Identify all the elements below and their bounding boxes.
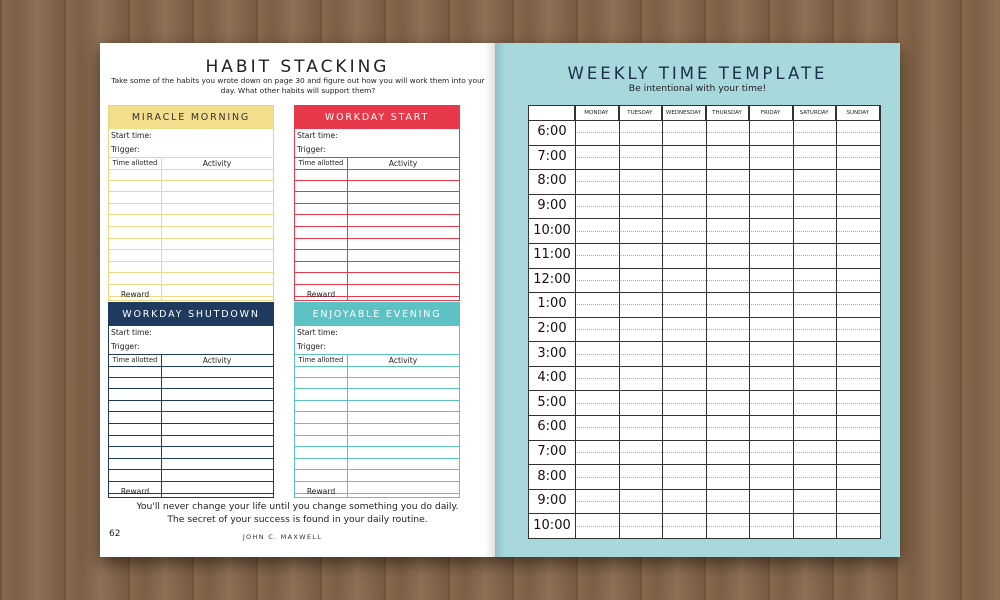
workday-start-start-time[interactable]: Start time: (297, 131, 338, 140)
time-allotted-header: Time allotted (112, 159, 158, 167)
hour-label: 6:00 (537, 124, 567, 140)
time-allotted-header: Time allotted (298, 356, 344, 364)
workday-shutdown-reward[interactable]: Reward (120, 487, 150, 496)
grid-row-line (295, 388, 459, 389)
hour-row-line (529, 243, 880, 244)
day-header: SATURDAY (793, 106, 837, 120)
hour-label: 10:00 (533, 517, 571, 533)
half-hour-line (575, 280, 880, 281)
hour-label: 11:00 (533, 247, 571, 263)
half-hour-line (575, 231, 880, 232)
half-hour-line (575, 304, 880, 305)
half-hour-line (575, 181, 880, 182)
hour-row-line (529, 169, 880, 170)
grid-row-line (295, 423, 459, 424)
miracle-morning-reward[interactable]: Reward (120, 290, 150, 299)
workday-shutdown-header: WORKDAY SHUTDOWN (109, 303, 273, 326)
half-hour-line (575, 403, 880, 404)
hour-label: 2:00 (537, 321, 567, 336)
hour-row-line (529, 366, 880, 367)
grid-row-line (295, 411, 459, 412)
intro-text: Take some of the habits you wrote down on page 30 and figure out how you will work them into your day. What other habits will support them? (111, 76, 485, 95)
half-hour-line (575, 452, 880, 453)
hour-row-line (529, 341, 880, 342)
day-header: FRIDAY (749, 106, 793, 120)
grid-row-line (109, 261, 273, 262)
hour-label: 9:00 (537, 198, 567, 214)
hour-label: 10:00 (533, 222, 571, 238)
hour-row-line (529, 440, 880, 441)
grid-row-line (109, 284, 273, 285)
miracle-morning-rows[interactable] (109, 168, 273, 300)
grid-row-line (295, 249, 459, 250)
hour-label: 1:00 (537, 296, 567, 312)
hour-row-line (529, 292, 880, 293)
grid-row-line (109, 411, 273, 412)
grid-row-line (109, 377, 273, 378)
day-column-line (662, 106, 663, 538)
workday-shutdown-box (108, 302, 274, 498)
day-column-line (619, 106, 620, 538)
hour-label: 7:00 (537, 148, 567, 164)
grid-row-line (295, 435, 459, 436)
grid-column-divider (347, 157, 348, 300)
grid-row-line (109, 191, 273, 192)
hour-label: 8:00 (537, 468, 567, 484)
hour-row-line (529, 145, 880, 146)
day-column-line (836, 106, 837, 538)
miracle-morning-header: MIRACLE MORNING (109, 106, 273, 129)
grid-row-line (109, 272, 273, 273)
header-divider (529, 120, 880, 121)
page-title: HABIT STACKING (205, 57, 390, 77)
workday-start-reward[interactable]: Reward (306, 290, 336, 299)
grid-row-line (109, 238, 273, 239)
quote-line-2: The secret of your success is found in your daily routine. (167, 514, 428, 525)
miracle-morning-activity-grid (109, 157, 273, 300)
hour-row-line (529, 489, 880, 490)
weekly-template-title: WEEKLY TIME TEMPLATE (567, 64, 828, 83)
workday-start-rows[interactable] (295, 168, 459, 300)
grid-row-line (109, 435, 273, 436)
day-header: SUNDAY (836, 106, 880, 120)
time-allotted-header: Time allotted (298, 159, 344, 167)
quote-line-1: You'll never change your life until you change something you do daily. (136, 501, 459, 512)
book-spine (485, 43, 505, 557)
miracle-morning-start-time[interactable]: Start time: (111, 131, 152, 140)
grid-row-line (109, 388, 273, 389)
grid-row-line (109, 180, 273, 181)
hour-label: 3:00 (537, 345, 567, 361)
half-hour-line (575, 354, 880, 355)
grid-row-line (295, 180, 459, 181)
corner-cell (529, 106, 575, 120)
grid-row-line (109, 226, 273, 227)
half-hour-line (575, 526, 880, 527)
hour-row-line (529, 464, 880, 465)
weekly-schedule-grid (528, 105, 881, 539)
day-column-line (749, 106, 750, 538)
half-hour-line (575, 501, 880, 502)
day-header: MONDAY (575, 106, 619, 120)
miracle-morning-box (108, 105, 274, 301)
hour-label: 5:00 (537, 394, 567, 410)
planner-book (100, 43, 900, 557)
weekly-template-subtitle: Be intentional with your time! (628, 83, 767, 94)
grid-row-line (295, 284, 459, 285)
quote-author: JOHN C. MAXWELL (242, 533, 323, 541)
half-hour-line (575, 477, 880, 478)
grid-row-line (109, 249, 273, 250)
grid-column-divider (161, 354, 162, 497)
enjoyable-evening-header: ENJOYABLE EVENING (295, 303, 459, 326)
grid-row-line (109, 423, 273, 424)
grid-row-line (295, 238, 459, 239)
workday-start-header: WORKDAY START (295, 106, 459, 129)
day-column-line (706, 106, 707, 538)
enjoyable-evening-trigger[interactable]: Trigger: (297, 342, 326, 351)
hour-row-line (529, 218, 880, 219)
day-header: THURSDAY (706, 106, 750, 120)
grid-row-line (295, 377, 459, 378)
hour-label: 9:00 (537, 493, 567, 509)
grid-row-line (295, 261, 459, 262)
activity-header: Activity (388, 356, 418, 365)
activity-header: Activity (202, 159, 232, 168)
half-hour-line (575, 157, 880, 158)
hour-label: 7:00 (537, 443, 567, 459)
enjoyable-evening-activity-grid (295, 354, 459, 497)
workday-shutdown-rows[interactable] (109, 365, 273, 497)
grid-row-line (109, 469, 273, 470)
hour-label: 6:00 (537, 419, 567, 435)
activity-header: Activity (388, 159, 418, 168)
page-number: 62 (109, 529, 121, 539)
grid-row-line (109, 446, 273, 447)
half-hour-line (575, 329, 880, 330)
grid-row-line (295, 458, 459, 459)
half-hour-line (575, 255, 880, 256)
enjoyable-evening-box (294, 302, 460, 498)
hour-row-line (529, 513, 880, 514)
hour-row-line (529, 317, 880, 318)
workday-shutdown-activity-grid (109, 354, 273, 497)
workday-start-activity-grid (295, 157, 459, 300)
miracle-morning-trigger[interactable]: Trigger: (111, 145, 140, 154)
hour-row-line (529, 268, 880, 269)
hour-label: 8:00 (537, 173, 567, 189)
habit-stacking-page (100, 43, 495, 557)
hour-label: 12:00 (533, 271, 571, 287)
time-allotted-header: Time allotted (112, 356, 158, 364)
workday-start-trigger[interactable]: Trigger: (297, 145, 326, 154)
half-hour-line (575, 378, 880, 379)
grid-column-divider (347, 354, 348, 497)
grid-row-line (295, 400, 459, 401)
enjoyable-evening-rows[interactable] (295, 365, 459, 497)
grid-row-line (295, 226, 459, 227)
workday-start-box (294, 105, 460, 301)
day-header: TUESDAY (619, 106, 663, 120)
grid-row-line (295, 272, 459, 273)
hour-row-line (529, 194, 880, 195)
grid-row-line (295, 203, 459, 204)
day-column-line (575, 106, 576, 538)
half-hour-line (575, 132, 880, 133)
half-hour-line (575, 206, 880, 207)
quote (100, 500, 495, 526)
grid-row-line (109, 214, 273, 215)
day-header: WEDNESDAY (662, 106, 706, 120)
grid-row-line (295, 446, 459, 447)
workday-shutdown-trigger[interactable]: Trigger: (111, 342, 140, 351)
hour-row-line (529, 390, 880, 391)
grid-column-divider (161, 157, 162, 300)
grid-row-line (109, 458, 273, 459)
hour-label: 4:00 (537, 370, 567, 386)
day-column-line (793, 106, 794, 538)
grid-row-line (109, 203, 273, 204)
enjoyable-evening-start-time[interactable]: Start time: (297, 328, 338, 337)
weekly-time-template-page (495, 43, 900, 557)
grid-row-line (295, 191, 459, 192)
workday-shutdown-start-time[interactable]: Start time: (111, 328, 152, 337)
grid-row-line (295, 469, 459, 470)
enjoyable-evening-reward[interactable]: Reward (306, 487, 336, 496)
hour-row-line (529, 415, 880, 416)
grid-row-line (109, 481, 273, 482)
half-hour-line (575, 427, 880, 428)
activity-header: Activity (202, 356, 232, 365)
grid-row-line (109, 400, 273, 401)
grid-row-line (295, 481, 459, 482)
grid-row-line (295, 214, 459, 215)
